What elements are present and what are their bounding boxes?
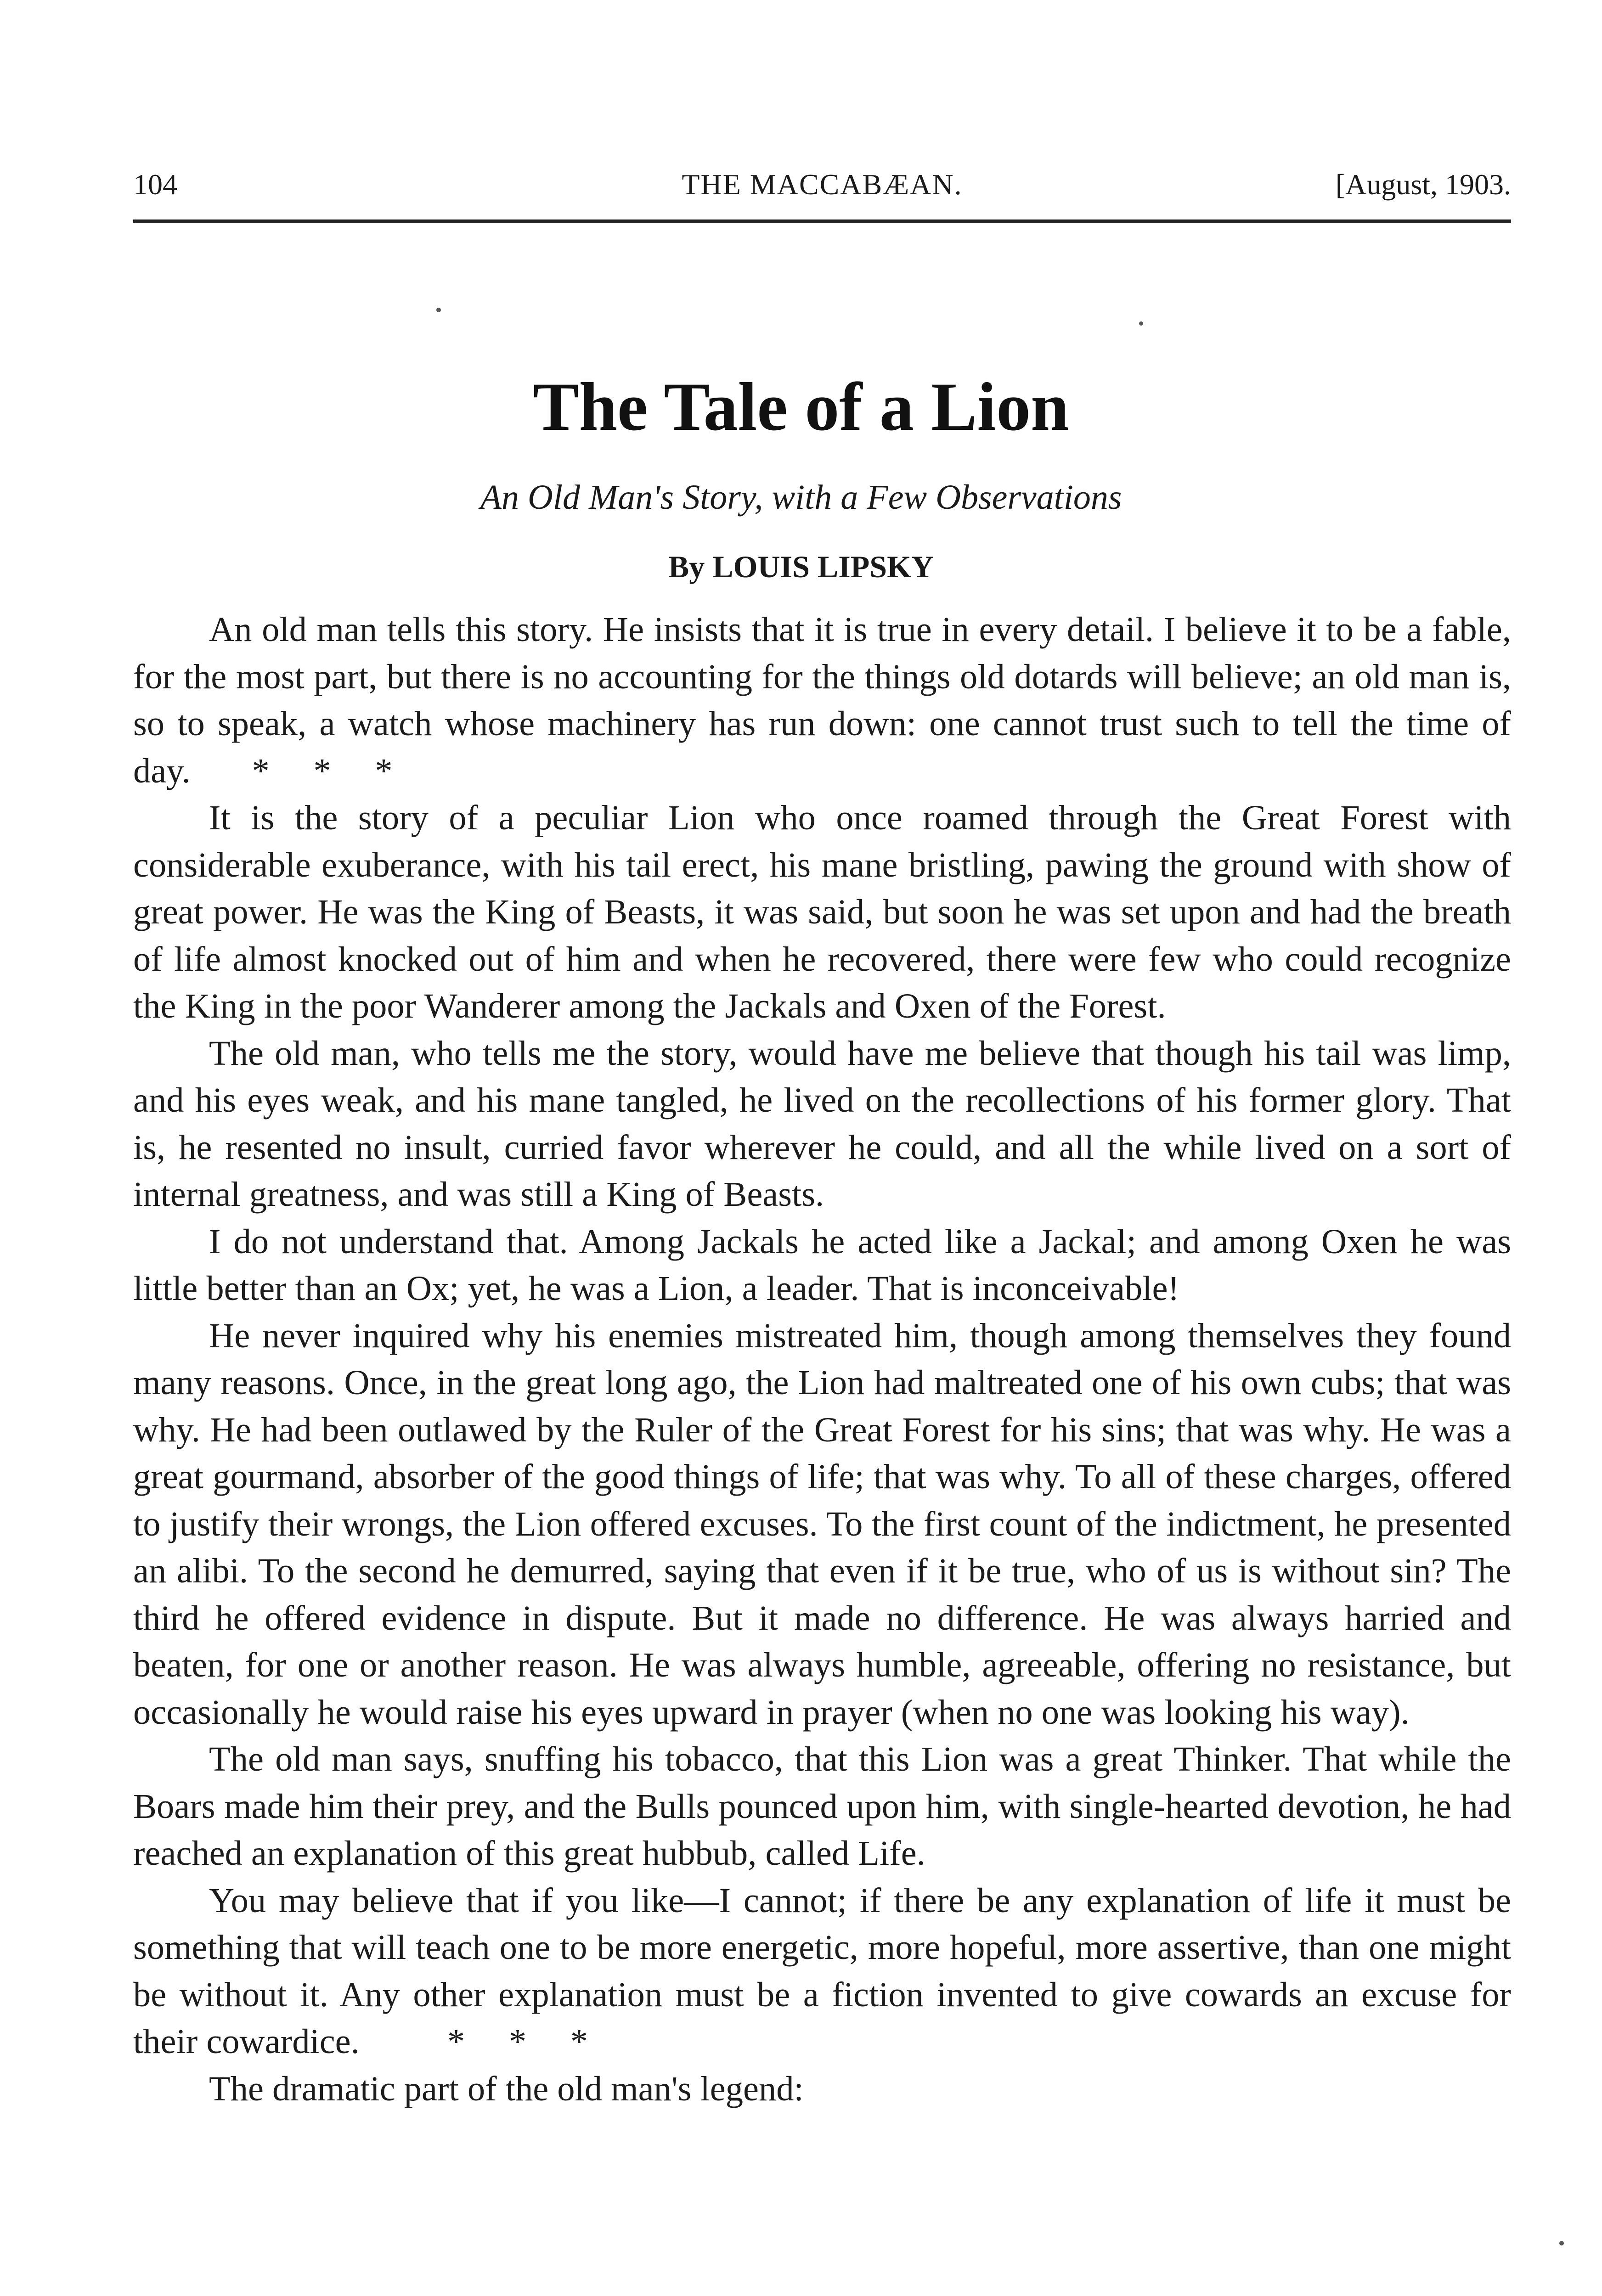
header-rule [133, 219, 1511, 223]
paragraph: The dramatic part of the old man's legend: [209, 2069, 804, 2108]
paragraph: The old man says, snuffing his tobacco, that this Lion was a great Thinker. That while the Boars made him their prey, and the Bulls pounced upon him, with single-hearted devotion, he had reached an explanation of this great hubbub, called Life. [133, 1739, 1511, 1873]
scan-speck [1559, 2241, 1564, 2245]
article-title: The Tale of a Lion [533, 369, 1069, 445]
scan-speck [436, 308, 441, 312]
section-break-stars: * * * [447, 2022, 588, 2061]
running-header [133, 168, 1511, 204]
byline-prefix: By [668, 549, 705, 584]
scan-speck [1139, 321, 1143, 326]
paragraph: You may believe that if you like—I cannot; if there be any explanation of life it must be something that will teach one to be more energetic, more hopeful, more assertive, than one might be without it. Any other explanation must be a fiction invented to give cowards an excuse for their cowardice. * * * [133, 1880, 1511, 2061]
paragraph: It is the story of a peculiar Lion who once roamed through the Great Forest with considerable exuberance, with his tail erect, his mane bristling, pawing the ground with show of great power. He was the King of Beasts, it was said, but soon he was set upon and had the breath of life almost knocked out of him and when he recovered, there were few who could recognize the King in the poor Wanderer among the Jackals and Oxen of the Forest. [133, 798, 1511, 1025]
article-body [133, 606, 1511, 2112]
article-subtitle: An Old Man's Story, with a Few Observations [480, 478, 1122, 517]
page-number: 104 [133, 168, 177, 201]
paragraph: He never inquired why his enemies mistreated him, though among themselves they found many reasons. Once, in the great long ago, the Lion had maltreated one of his own cubs; that was why. He had been outlawed by the Ruler of the Great Forest for his sins; that was why. He was a great gourmand, absorber of the good things of life; that was why. To all of these charges, offered to justify their wrongs, the Lion offered excuses. To the first count of the indictment, he presented an alibi. To the second he demurred, saying that even if it be true, who of us is without sin? The third he offered evidence in dispute. But it made no difference. He was always harried and beaten, for one or another reason. He was always humble, agreeable, offering no resistance, but occasionally he would raise his eyes upward in prayer (when no one was looking his way). [133, 1316, 1511, 1732]
journal-title: THE MACCABÆAN. [682, 168, 963, 201]
section-break-stars: * * * [252, 751, 393, 790]
paragraph: An old man tells this story. He insists that it is true in every detail. I believe it to be a fable, for the most part, but there is no accounting for the things old dotards will believe; an old man is, so to speak, a watch whose machinery has run down: one cannot trust such to tell the time of day. * * * [133, 610, 1511, 790]
paragraph: The old man, who tells me the story, would have me believe that though his tail was limp, and his eyes weak, and his mane tangled, he lived on the recollections of his former glory. That is, he resented no insult, curried favor wherever he could, and all the while lived on a sort of internal greatness, and was still a King of Beasts. [133, 1033, 1511, 1214]
paragraph: I do not understand that. Among Jackals he acted like a Jackal; and among Oxen he was little better than an Ox; yet, he was a Lion, a leader. That is inconceivable! [133, 1221, 1511, 1308]
issue-date: [August, 1903. [1335, 168, 1511, 201]
byline [0, 549, 1602, 585]
author-name: LOUIS LIPSKY [712, 549, 934, 584]
